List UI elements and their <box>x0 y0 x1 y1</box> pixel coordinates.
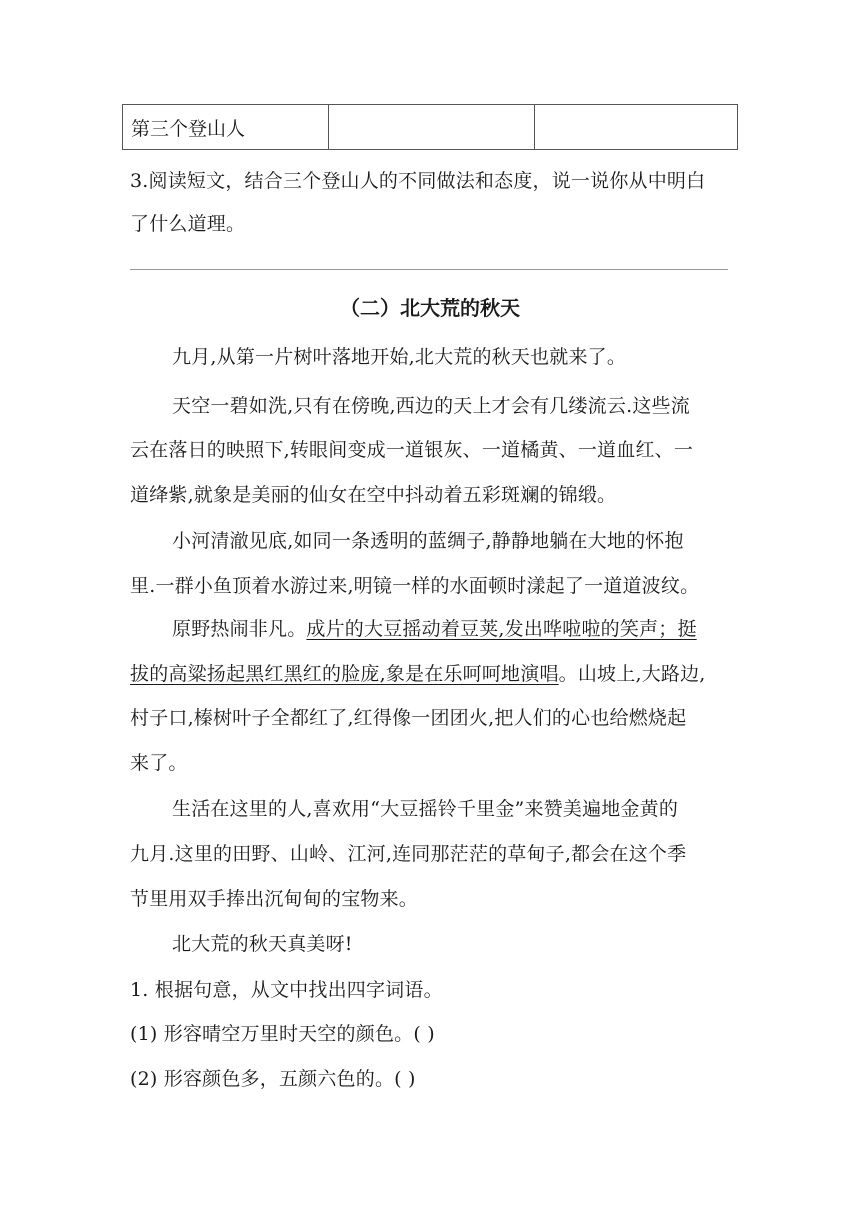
paragraph-3-line-1: 小河清澈见底,如同一条透明的蓝绸子,静静地躺在大地的怀抱 <box>172 530 684 552</box>
answer-line <box>130 269 728 270</box>
paragraph-4-line-2 <box>130 659 706 686</box>
paragraph-2-line-3: 道绛紫,就象是美丽的仙女在空中抖动着五彩斑斓的锦缎。 <box>130 484 617 506</box>
underlined-sentence: 成片的大豆摇动着豆荚,发出哗啦啦的笑声；挺 <box>306 618 697 640</box>
table-row <box>123 105 738 150</box>
paragraph-4-text: 。山坡上,大路边, <box>558 663 706 685</box>
paragraph-4-line-4: 来了。 <box>130 752 188 774</box>
question-1: 1. 根据句意，从文中找出四字词语。 <box>130 979 443 1001</box>
question-3-line-1: 3.阅读短文，结合三个登山人的不同做法和态度，说一说你从中明白 <box>130 170 706 192</box>
article-title: （二）北大荒的秋天 <box>340 296 520 320</box>
paragraph-1: 九月,从第一片树叶落地开始,北大荒的秋天也就来了。 <box>172 346 627 368</box>
table-cell-label: 第三个登山人 <box>123 105 329 150</box>
climber-table <box>122 104 738 150</box>
underlined-sentence: 拔的高粱扬起黑红黑红的脸庞,象是在乐呵呵地演唱 <box>130 663 559 685</box>
paragraph-2-line-2: 云在落日的映照下,转眼间变成一道银灰、一道橘黄、一道血红、一 <box>130 439 694 461</box>
question-1-item-1: (1) 形容晴空万里时天空的颜色。( ) <box>130 1023 435 1045</box>
paragraph-6: 北大荒的秋天真美呀! <box>172 933 353 955</box>
question-3-line-2: 了什么道理。 <box>130 213 246 235</box>
question-1-item-2: (2) 形容颜色多，五颜六色的。( ) <box>130 1068 416 1090</box>
table-cell-answer-1 <box>329 105 535 150</box>
paragraph-3-line-2: 里.一群小鱼顶着水游过来,明镜一样的水面顿时漾起了一道道波纹。 <box>130 575 700 597</box>
paragraph-5-line-3: 节里用双手捧出沉甸甸的宝物来。 <box>130 888 419 910</box>
paragraph-4-line-1 <box>172 614 697 641</box>
paragraph-4-text: 原野热闹非凡。 <box>172 618 307 640</box>
table-cell-answer-2 <box>535 105 738 150</box>
paragraph-5-line-2: 九月.这里的田野、山岭、江河,连同那茫茫的草甸子,都会在这个季 <box>130 843 687 865</box>
paragraph-5-line-1: 生活在这里的人,喜欢用“大豆摇铃千里金”来赞美遍地金黄的 <box>172 798 679 820</box>
paragraph-4-line-3: 村子口,榛树叶子全都红了,红得像一团团火,把人们的心也给燃烧起 <box>130 707 687 729</box>
paragraph-2-line-1: 天空一碧如洗,只有在傍晚,西边的天上才会有几缕流云.这些流 <box>172 395 690 417</box>
